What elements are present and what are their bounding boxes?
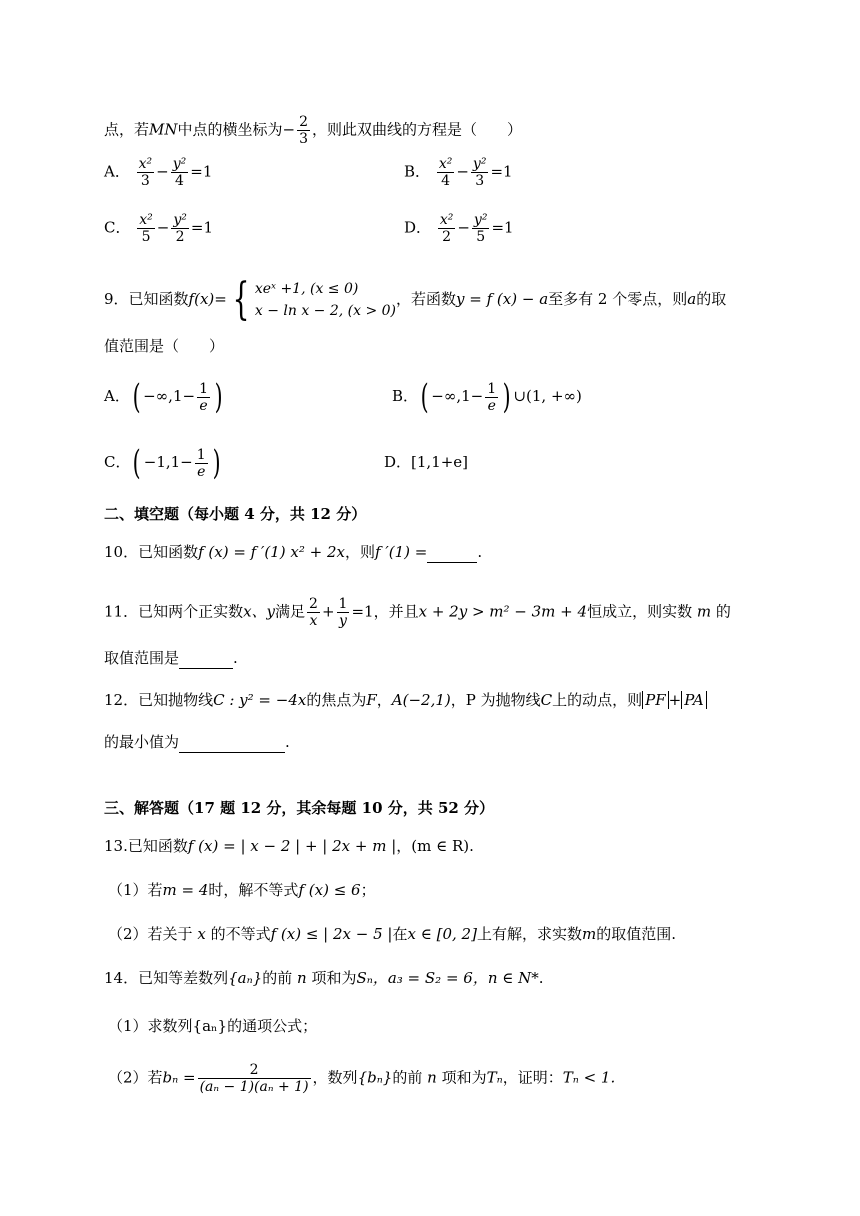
q9-stem-line2: 值范围是（ ） bbox=[104, 337, 225, 355]
q13-part2: （2）若关于 x 的不等式f (x) ≤ | 2x − 5 |在x ∈ [0, 2]上有解，求实数m的取值范围. bbox=[108, 925, 676, 943]
q11-answer-blank[interactable] bbox=[179, 648, 233, 669]
section-2-title: 二、填空题（每小题 4 分，共 12 分） bbox=[104, 505, 367, 523]
case-brace: { bbox=[232, 274, 250, 325]
q13: 13.已知函数f (x) = | x − 2 | + | 2x + m |，(m ∈ R). bbox=[104, 837, 474, 855]
q9-stem: 9．已知函数f(x)= { xeˣ +1, (x ≤ 0) x − ln x − 2, (x > 0) ，若函数y = f (x) − a至多有 2 个零点，则a的取 bbox=[104, 274, 727, 325]
q8-option-b[interactable]: B． $\frac{\text{x²}}{4}$ − $\frac{\text{y²}}{3}$ =1 bbox=[404, 156, 513, 189]
q8-fraction: $\frac{2}{3}$ bbox=[299, 114, 309, 147]
q11-line2: 取值范围是 . bbox=[104, 649, 238, 667]
q12-answer-blank[interactable] bbox=[179, 732, 285, 753]
q8-option-a[interactable]: A． $\frac{\text{x²}}{3}$ − $\frac{\text{y²}}{4}$ =1 bbox=[104, 156, 213, 189]
q9-option-d[interactable]: D．[1,1+e] bbox=[384, 453, 469, 471]
q10: 10．已知函数f (x) = f ′(1) x² + 2x，则f ′(1) = . bbox=[104, 543, 483, 561]
q8-option-c[interactable]: C． $\frac{\text{x²}}{5}$ − $\frac{\text{y²}}{2}$ =1 bbox=[104, 212, 214, 245]
q14-part1: （1）求数列{aₙ}的通项公式； bbox=[108, 1017, 318, 1035]
q12: 12．已知抛物线C : y² = −4x的焦点为F，A(−2,1)，P 为抛物线C上的动点，则 PF + PA bbox=[104, 690, 707, 710]
q14: 14．已知等差数列{aₙ}的前 n 项和为Sₙ，a₃ = S₂ = 6，n ∈ N*. bbox=[104, 969, 544, 987]
q12-line2: 的最小值为 . bbox=[104, 733, 290, 751]
q11: 11．已知两个正实数x、y满足 $\frac{2}{x}$ + $\frac{1}{y}$ =1，并且x + 2y > m² − 3m + 4恒成立，则实数 m 的 bbox=[104, 596, 731, 629]
q9-option-c[interactable]: C．( −1,1− $\frac{1}{e}$ ) bbox=[104, 443, 221, 483]
q8-stem: 点，若MN中点的横坐标为− $\frac{2}{3}$ ，则此双曲线的方程是（ ） bbox=[104, 114, 523, 147]
q14-part2: （2）若bₙ = $\frac{2}{\text{(aₙ − 1)(aₙ + 1)}}$ ，数列{bₙ}的前 n 项和为Tₙ，证明：Tₙ < 1. bbox=[108, 1062, 616, 1095]
q13-part1: （1）若m = 4时，解不等式f (x) ≤ 6； bbox=[108, 881, 376, 899]
q8-option-d[interactable]: D． $\frac{\text{x²}}{2}$ − $\frac{\text{y²}}{5}$ =1 bbox=[404, 212, 514, 245]
piecewise-cases: xeˣ +1, (x ≤ 0) x − ln x − 2, (x > 0) bbox=[254, 281, 397, 319]
q9-option-b[interactable]: B．( −∞,1− $\frac{1}{e}$ ) ∪(1, +∞) bbox=[392, 377, 582, 417]
section-3-title: 三、解答题（17 题 12 分，其余每题 10 分，共 52 分） bbox=[104, 799, 495, 817]
q9-option-a[interactable]: A．( −∞,1− $\frac{1}{e}$ ) bbox=[104, 377, 223, 417]
q10-answer-blank[interactable] bbox=[427, 542, 477, 563]
